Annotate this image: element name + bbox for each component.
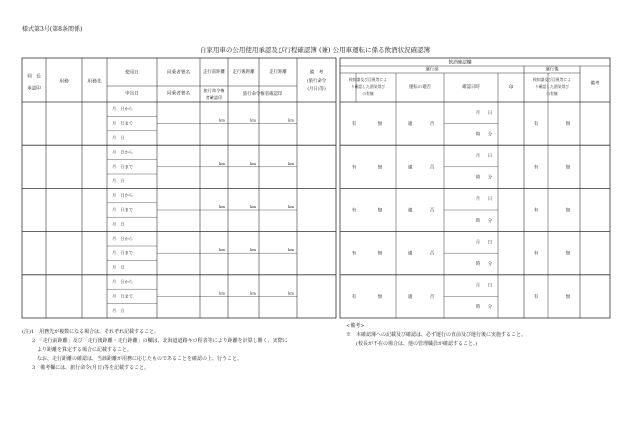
cell-minute: 分 bbox=[487, 132, 493, 138]
header-odometer-seal: 者確認印 bbox=[205, 95, 223, 100]
unit-km: km bbox=[219, 160, 225, 166]
unit-km: km bbox=[288, 247, 294, 253]
header-check-before: り確認した酒気帯び bbox=[350, 84, 386, 89]
header-approval: 承認印 bbox=[27, 86, 41, 92]
row-label-from: 月 日から bbox=[112, 279, 133, 284]
cell-day: 日 bbox=[487, 110, 493, 116]
row-label-date: 月 日 bbox=[112, 264, 125, 270]
cell-unfit: 否 bbox=[429, 165, 435, 171]
cell-fit: 適 bbox=[407, 122, 413, 128]
header-departure: 申出日 bbox=[125, 91, 139, 97]
cell-yes: 有 bbox=[351, 122, 357, 128]
notes-left bbox=[22, 328, 288, 373]
cell-no: 無 bbox=[377, 294, 383, 300]
cell-no: 無 bbox=[377, 251, 383, 257]
unit-km: km bbox=[250, 160, 256, 166]
note-line: ※ 本確認簿への記載及び確認は、必ず運行の直前及び運行後に実施すること。 bbox=[346, 332, 527, 338]
unit-km: km bbox=[288, 160, 294, 166]
unit-km: km bbox=[219, 247, 225, 253]
cell-minute: 分 bbox=[487, 175, 493, 181]
cell-month: 月 bbox=[475, 154, 481, 159]
cell-no: 無 bbox=[377, 208, 383, 214]
header-check-after: の有無 bbox=[546, 91, 558, 96]
cell-month: 月 bbox=[475, 197, 481, 203]
cell-yes: 有 bbox=[351, 294, 357, 300]
row-label-date: 月 日 bbox=[112, 221, 125, 227]
row-label-until: 月 日まで bbox=[112, 293, 133, 299]
header-check-datetime: 確認日時 bbox=[462, 85, 480, 90]
cell-no: 無 bbox=[377, 165, 383, 171]
cell-no: 無 bbox=[565, 165, 571, 171]
note-line: (校長が不在の場合は、他の管理職員が確認すること。) bbox=[346, 341, 478, 347]
cell-yes: 有 bbox=[533, 165, 539, 171]
row-label-date: 月 日 bbox=[112, 307, 125, 313]
header-purpose: 用務 bbox=[59, 79, 69, 85]
unit-km: km bbox=[250, 117, 256, 123]
cell-hour: 時 bbox=[475, 305, 481, 311]
header-check-before: 検知器及び目視等によ bbox=[349, 77, 387, 82]
header-before-drive: 運行前 bbox=[425, 67, 439, 73]
row-label-date: 月 日 bbox=[112, 178, 125, 184]
cell-no: 無 bbox=[377, 122, 383, 128]
cell-yes: 有 bbox=[533, 122, 539, 128]
cell-yes: 有 bbox=[351, 208, 357, 214]
header-check-before: の有無 bbox=[362, 91, 374, 96]
header-check-after: 検知器及び目視等によ bbox=[533, 77, 571, 82]
cell-hour: 時 bbox=[475, 175, 481, 181]
row-label-until: 月 日まで bbox=[112, 120, 133, 126]
cell-hour: 時 bbox=[475, 262, 481, 267]
row-label-until: 月 日まで bbox=[112, 207, 133, 212]
cell-hour: 時 bbox=[475, 132, 481, 138]
cell-yes: 有 bbox=[351, 165, 357, 171]
header-driving-propriety: 運転の適否 bbox=[409, 85, 431, 90]
note-line: (注)1 用務先が複数になる場合は、それぞれ記載すること。 bbox=[22, 329, 160, 335]
cell-hour: 時 bbox=[475, 218, 481, 224]
header-after-drive: 運行後 bbox=[545, 67, 559, 73]
cell-yes: 有 bbox=[533, 294, 539, 300]
header-passengers: 同乗者署名 bbox=[167, 70, 190, 76]
row-label-until: 月 日まで bbox=[112, 250, 133, 256]
cell-month: 月 bbox=[475, 283, 481, 289]
row-label-from: 月 日から bbox=[112, 235, 133, 241]
form-title: 自家用車の公用使用承認及び行程確認簿 (兼) 公用車運転に係る飲酒状況確認簿 bbox=[199, 46, 431, 54]
cell-unfit: 否 bbox=[429, 251, 435, 257]
header-destination: 用務先 bbox=[87, 79, 102, 85]
unit-km: km bbox=[288, 117, 294, 123]
cell-minute: 分 bbox=[487, 262, 493, 267]
note-line: 2 「走行前距離」及び「走行後距離・走行距離」の欄は、北海道道路キロ程表等により距離を計算し難く、実際に bbox=[22, 338, 288, 344]
header-alcohol-check: 飲酒確認欄 bbox=[448, 60, 472, 66]
cell-minute: 分 bbox=[487, 218, 493, 224]
header-approval: 伺 長 bbox=[27, 74, 41, 80]
cell-unfit: 否 bbox=[429, 294, 435, 300]
unit-km: km bbox=[219, 204, 225, 209]
unit-km: km bbox=[219, 290, 225, 296]
cell-yes: 有 bbox=[533, 208, 539, 214]
unit-km: km bbox=[250, 247, 256, 253]
cell-day: 日 bbox=[487, 154, 493, 159]
row-label-from: 月 日から bbox=[112, 149, 133, 155]
header-remarks: (月日)等) bbox=[307, 87, 326, 92]
header-trip-command-seal: 旅行命令権者確認印 bbox=[242, 92, 283, 97]
row-label-date: 月 日 bbox=[112, 135, 125, 140]
cell-fit: 適 bbox=[407, 208, 413, 214]
form-id: 様式第3号(第8条関係) bbox=[22, 26, 83, 33]
header-seal: 印 bbox=[508, 85, 514, 91]
header-passengers-2: 同乗者署名 bbox=[167, 91, 190, 97]
header-remarks: (旅行命令 bbox=[306, 79, 327, 84]
header-use-date: 使用日 bbox=[125, 70, 139, 76]
header-distance-back: 走行後距離 bbox=[232, 70, 255, 75]
cell-fit: 適 bbox=[407, 165, 413, 171]
header-right-remarks: 備考 bbox=[590, 81, 600, 87]
row-label-from: 月 日から bbox=[112, 192, 133, 198]
header-distance-out: 走行前距離 bbox=[203, 70, 225, 75]
cell-day: 日 bbox=[487, 283, 493, 289]
unit-km: km bbox=[288, 204, 294, 209]
notes-right bbox=[346, 322, 526, 349]
note-line: なお、走行距離の確認は、当該距離が用務に応じたものであることを確認の上、行うこと。 bbox=[22, 356, 243, 362]
note-line: より距離を算定する場合に記載すること。 bbox=[22, 347, 133, 353]
header-odometer-seal: 旅行命令権 bbox=[203, 88, 225, 93]
cell-fit: 適 bbox=[407, 294, 413, 300]
cell-no: 無 bbox=[565, 208, 571, 214]
cell-minute: 分 bbox=[487, 305, 493, 311]
cell-yes: 有 bbox=[351, 251, 357, 257]
cell-fit: 適 bbox=[407, 251, 413, 257]
cell-month: 月 bbox=[475, 240, 481, 246]
header-remarks: 備 考 bbox=[309, 70, 324, 76]
header-distance-total: 走行距離 bbox=[269, 70, 287, 75]
cell-day: 日 bbox=[487, 240, 493, 246]
unit-km: km bbox=[219, 117, 225, 123]
cell-day: 日 bbox=[487, 197, 493, 203]
cell-no: 無 bbox=[565, 251, 571, 257]
cell-no: 無 bbox=[565, 122, 571, 128]
unit-km: km bbox=[250, 290, 256, 296]
header-check-after: り確認した酒気帯び bbox=[534, 84, 570, 89]
unit-km: km bbox=[288, 290, 294, 296]
cell-unfit: 否 bbox=[429, 122, 435, 128]
cell-no: 無 bbox=[565, 294, 571, 300]
note-line: <備考> bbox=[346, 323, 365, 329]
note-line: 3 備考欄には、旅行命令(月日)等を記載すること。 bbox=[22, 365, 150, 371]
cell-unfit: 否 bbox=[429, 208, 435, 214]
row-label-from: 月 日から bbox=[112, 106, 133, 112]
row-label-until: 月 日まで bbox=[112, 163, 133, 169]
cell-yes: 有 bbox=[533, 251, 539, 257]
cell-month: 月 bbox=[475, 110, 481, 116]
unit-km: km bbox=[250, 204, 256, 209]
